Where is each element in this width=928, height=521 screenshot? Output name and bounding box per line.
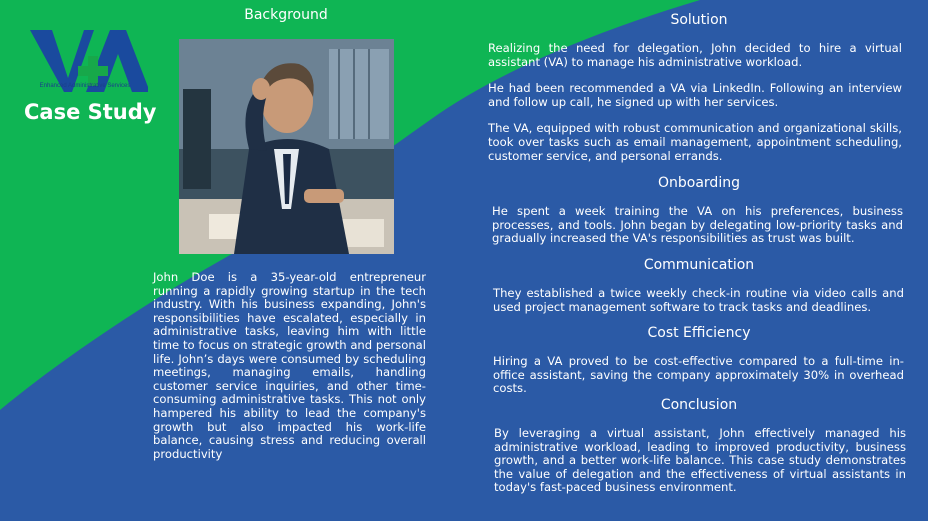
businessman-photo bbox=[179, 39, 394, 254]
conclusion-heading: Conclusion bbox=[660, 397, 738, 413]
conclusion-paragraph: By leveraging a virtual assistant, John effectively managed his administrative workload, leading to improved productivity, business growth, and a better work-life balance. This case study demonstrates the value of delegation and the effectiveness of virtual assistants in today's fast-paced business environment. bbox=[494, 426, 906, 495]
cost-efficiency-heading: Cost Efficiency bbox=[647, 325, 751, 341]
logo-tagline: Enhanced Administrative Services bbox=[39, 83, 131, 89]
background-paragraph: John Doe is a 35-year-old entrepreneur running a rapidly growing startup in the tech industry. With his business expanding, John's responsibilities have escalated, especially in administrative tasks, leaving him with little time to focus on strategic growth and personal life. John’s days were consumed by scheduling meetings, managing emails, handling customer service inquiries, and other time-consuming administrative tasks. This not only hampered his ability to lead the company's growth but also impacted his work-life balance, causing stress and reducing overall productivity bbox=[153, 270, 426, 461]
solution-paragraph-1: Realizing the need for delegation, John decided to hire a virtual assistant (VA) to manage his administrative workload. bbox=[488, 41, 902, 69]
page-title: Case Study bbox=[24, 100, 157, 124]
communication-paragraph: They established a twice weekly check-in routine via video calls and used project management software to track tasks and deadlines. bbox=[493, 286, 904, 314]
background-heading: Background bbox=[244, 7, 328, 23]
solution-section bbox=[488, 42, 902, 176]
solution-paragraph-2: He had been recommended a VA via LinkedIn. Following an interview and follow up call, he signed up with her services. bbox=[488, 81, 902, 109]
onboarding-paragraph: He spent a week training the VA on his preferences, business processes, and tools. John began by delegating low-priority tasks and gradually increased the VA's responsibilities as trust was built. bbox=[492, 204, 903, 246]
onboarding-heading: Onboarding bbox=[658, 175, 740, 191]
communication-heading: Communication bbox=[643, 257, 755, 273]
solution-heading: Solution bbox=[670, 12, 728, 28]
cost-efficiency-paragraph: Hiring a VA proved to be cost-effective compared to a full-time in-office assistant, saving the company approximately 30% in overhead costs. bbox=[493, 354, 904, 396]
solution-paragraph-3: The VA, equipped with robust communication and organizational skills, took over tasks such as email management, appointment scheduling, customer service, and personal errands. bbox=[488, 121, 902, 163]
